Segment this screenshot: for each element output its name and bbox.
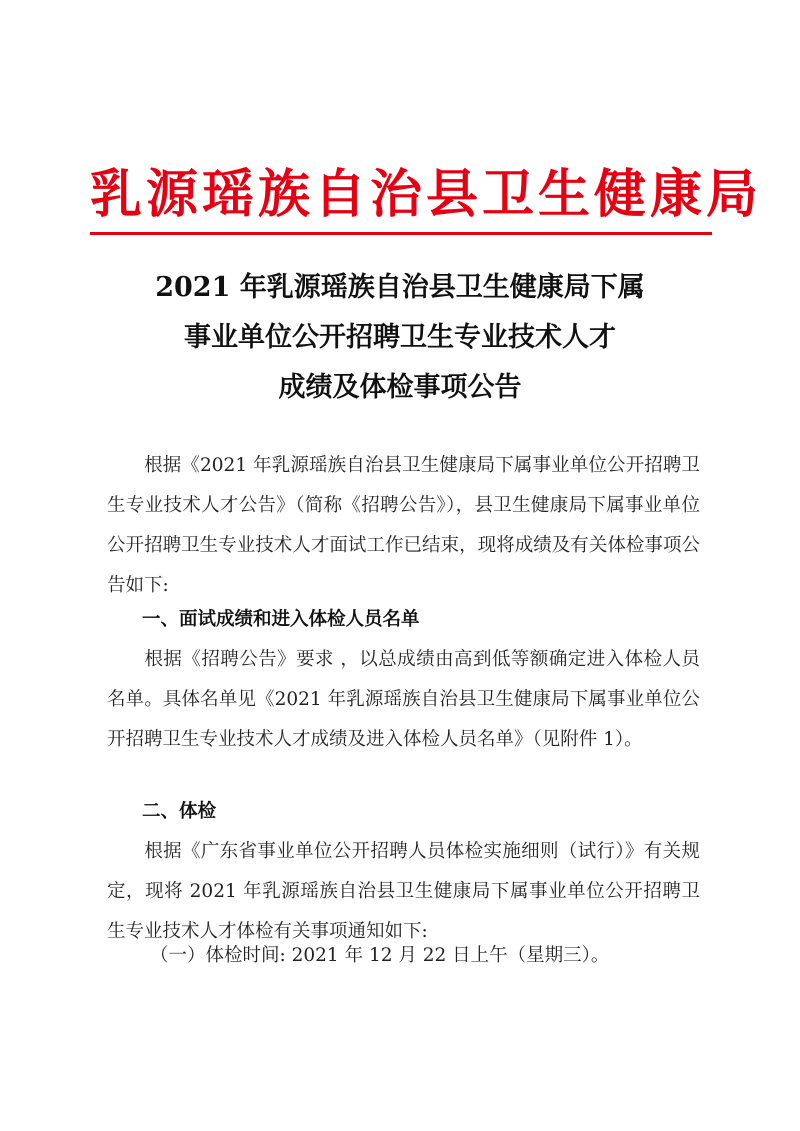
title-line-2: 事业单位公开招聘卫生专业技术人才: [184, 322, 616, 353]
red-divider-line: [90, 232, 712, 235]
title-line-1: 2021 年乳源瑶族自治县卫生健康局下属: [155, 272, 645, 303]
intro-paragraph: [107, 446, 700, 606]
section1-paragraph: [107, 640, 700, 760]
section1-heading: 一、面试成绩和进入体检人员名单: [142, 609, 420, 630]
title-line-3: 成绩及体检事项公告: [278, 372, 522, 403]
organization-header: 乳源瑶族自治县卫生健康局: [90, 164, 763, 225]
intro-text: 根据《2021 年乳源瑶族自治县卫生健康局下属事业单位公开招聘卫生专业技术人才公告》（简称《招聘公告》），县卫生健康局下属事业单位公开招聘卫生专业技术人才面试工作已结束，现将成绩及有关体检事项公告如下:: [107, 455, 700, 596]
section2-text: 根据《广东省事业单位公开招聘人员体检实施细则（试行）》有关规定，现将 2021 年乳源瑶族自治县卫生健康局下属事业单位公开招聘卫生专业技术人才体检有关事项通知如下:: [107, 841, 700, 942]
section2-heading: 二、体检: [142, 801, 217, 822]
section2-paragraph: [107, 832, 700, 952]
exam-time-item: （一）体检时间: 2021 年 12 月 22 日上午（星期三）。: [150, 945, 610, 966]
section1-text: 根据《招聘公告》要求 ，以总成绩由高到低等额确定进入体检人员名单。具体名单见《2021 年乳源瑶族自治县卫生健康局下属事业单位公开招聘卫生专业技术人才成绩及进入体检人员名单》（见附件 1）。: [107, 649, 700, 750]
